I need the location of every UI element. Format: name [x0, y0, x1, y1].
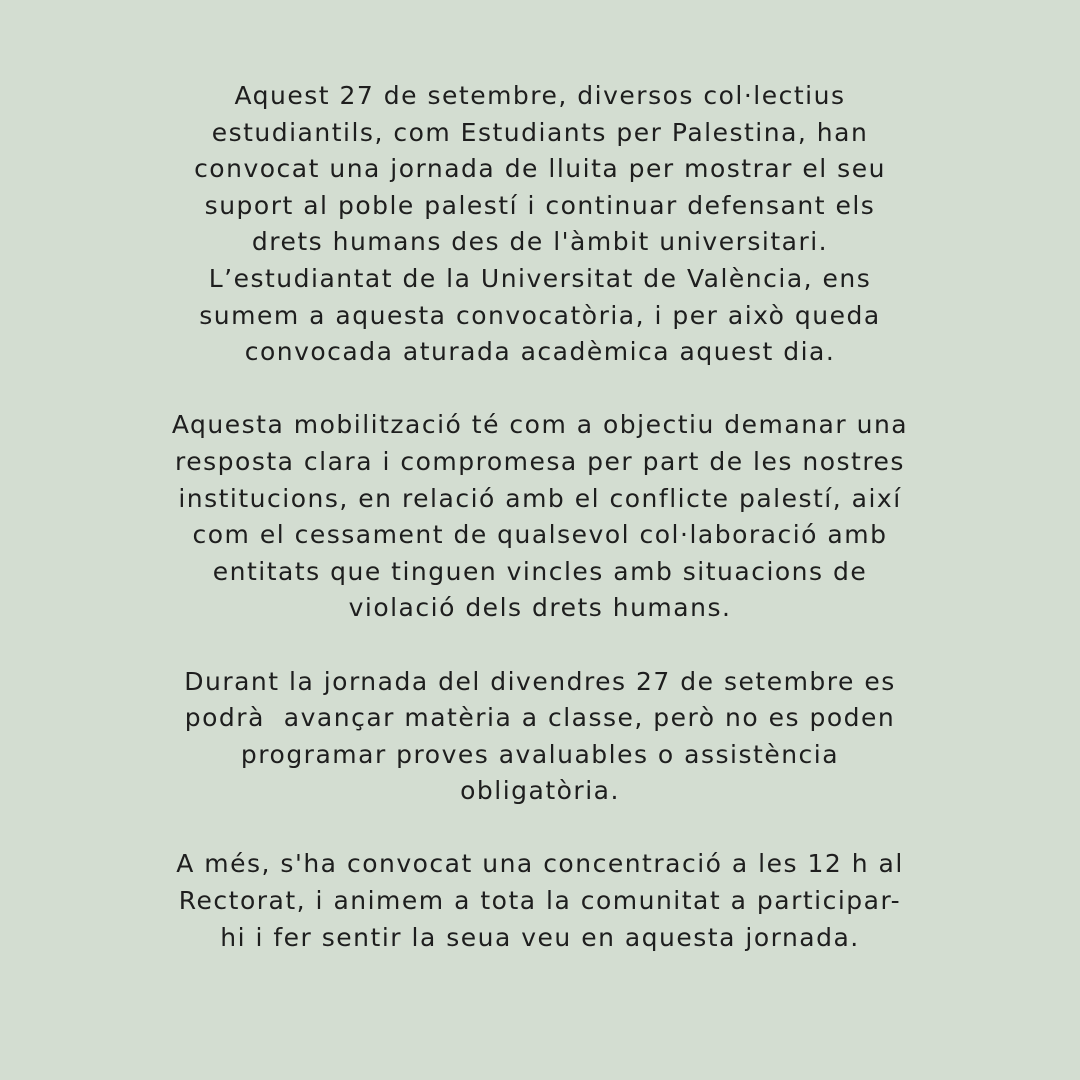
- paragraph-academic-rules: [40, 664, 1040, 810]
- paragraph-call-to-strike: [40, 78, 1040, 371]
- text-line: suport al poble palestí i continuar defensant els: [204, 190, 876, 220]
- text-line: programar proves avaluables o assistència: [240, 739, 840, 769]
- text-line: hi i fer sentir la seua veu en aquesta jornada.: [220, 922, 860, 952]
- text-line: obligatòria.: [460, 776, 620, 806]
- text-line: violació dels drets humans.: [348, 593, 732, 623]
- text-line: Aquesta mobilització té com a objectiu demanar una: [171, 410, 909, 440]
- text-line: Aquest 27 de setembre, diversos col·lectius: [234, 81, 846, 110]
- text-line: drets humans des de l'àmbit universitari.: [251, 227, 829, 257]
- text-line: entitats que tinguen vincles amb situacions de: [212, 556, 868, 586]
- text-line: institucions, en relació amb el conflicte palestí, així: [178, 483, 902, 513]
- text-line: L’estudiantat de la Universitat de València, ens: [208, 263, 872, 293]
- paragraph-objective: [40, 407, 1040, 627]
- text-line: convocat una jornada de lluita per mostrar el seu: [194, 154, 886, 184]
- text-line: sumem a aquesta convocatòria, i per això queda: [199, 300, 881, 330]
- text-line: com el cessament de qualsevol col·laboració amb: [192, 520, 888, 550]
- text-line: convocada aturada acadèmica aquest dia.: [244, 337, 836, 367]
- text-line: estudiantils, com Estudiants per Palestina, han: [211, 117, 869, 147]
- text-line: Rectorat, i animem a tota la comunitat a participar-: [178, 886, 902, 916]
- paragraph-rally: [40, 846, 1040, 956]
- text-line: resposta clara i compromesa per part de les nostres: [175, 446, 905, 476]
- text-line: Durant la jornada del divendres 27 de setembre es: [184, 666, 896, 696]
- text-line: podrà avançar matèria a classe, però no es poden: [184, 703, 896, 733]
- text-line: A més, s'ha convocat una concentració a les 12 h al: [176, 849, 904, 879]
- announcement-text: [40, 78, 1040, 956]
